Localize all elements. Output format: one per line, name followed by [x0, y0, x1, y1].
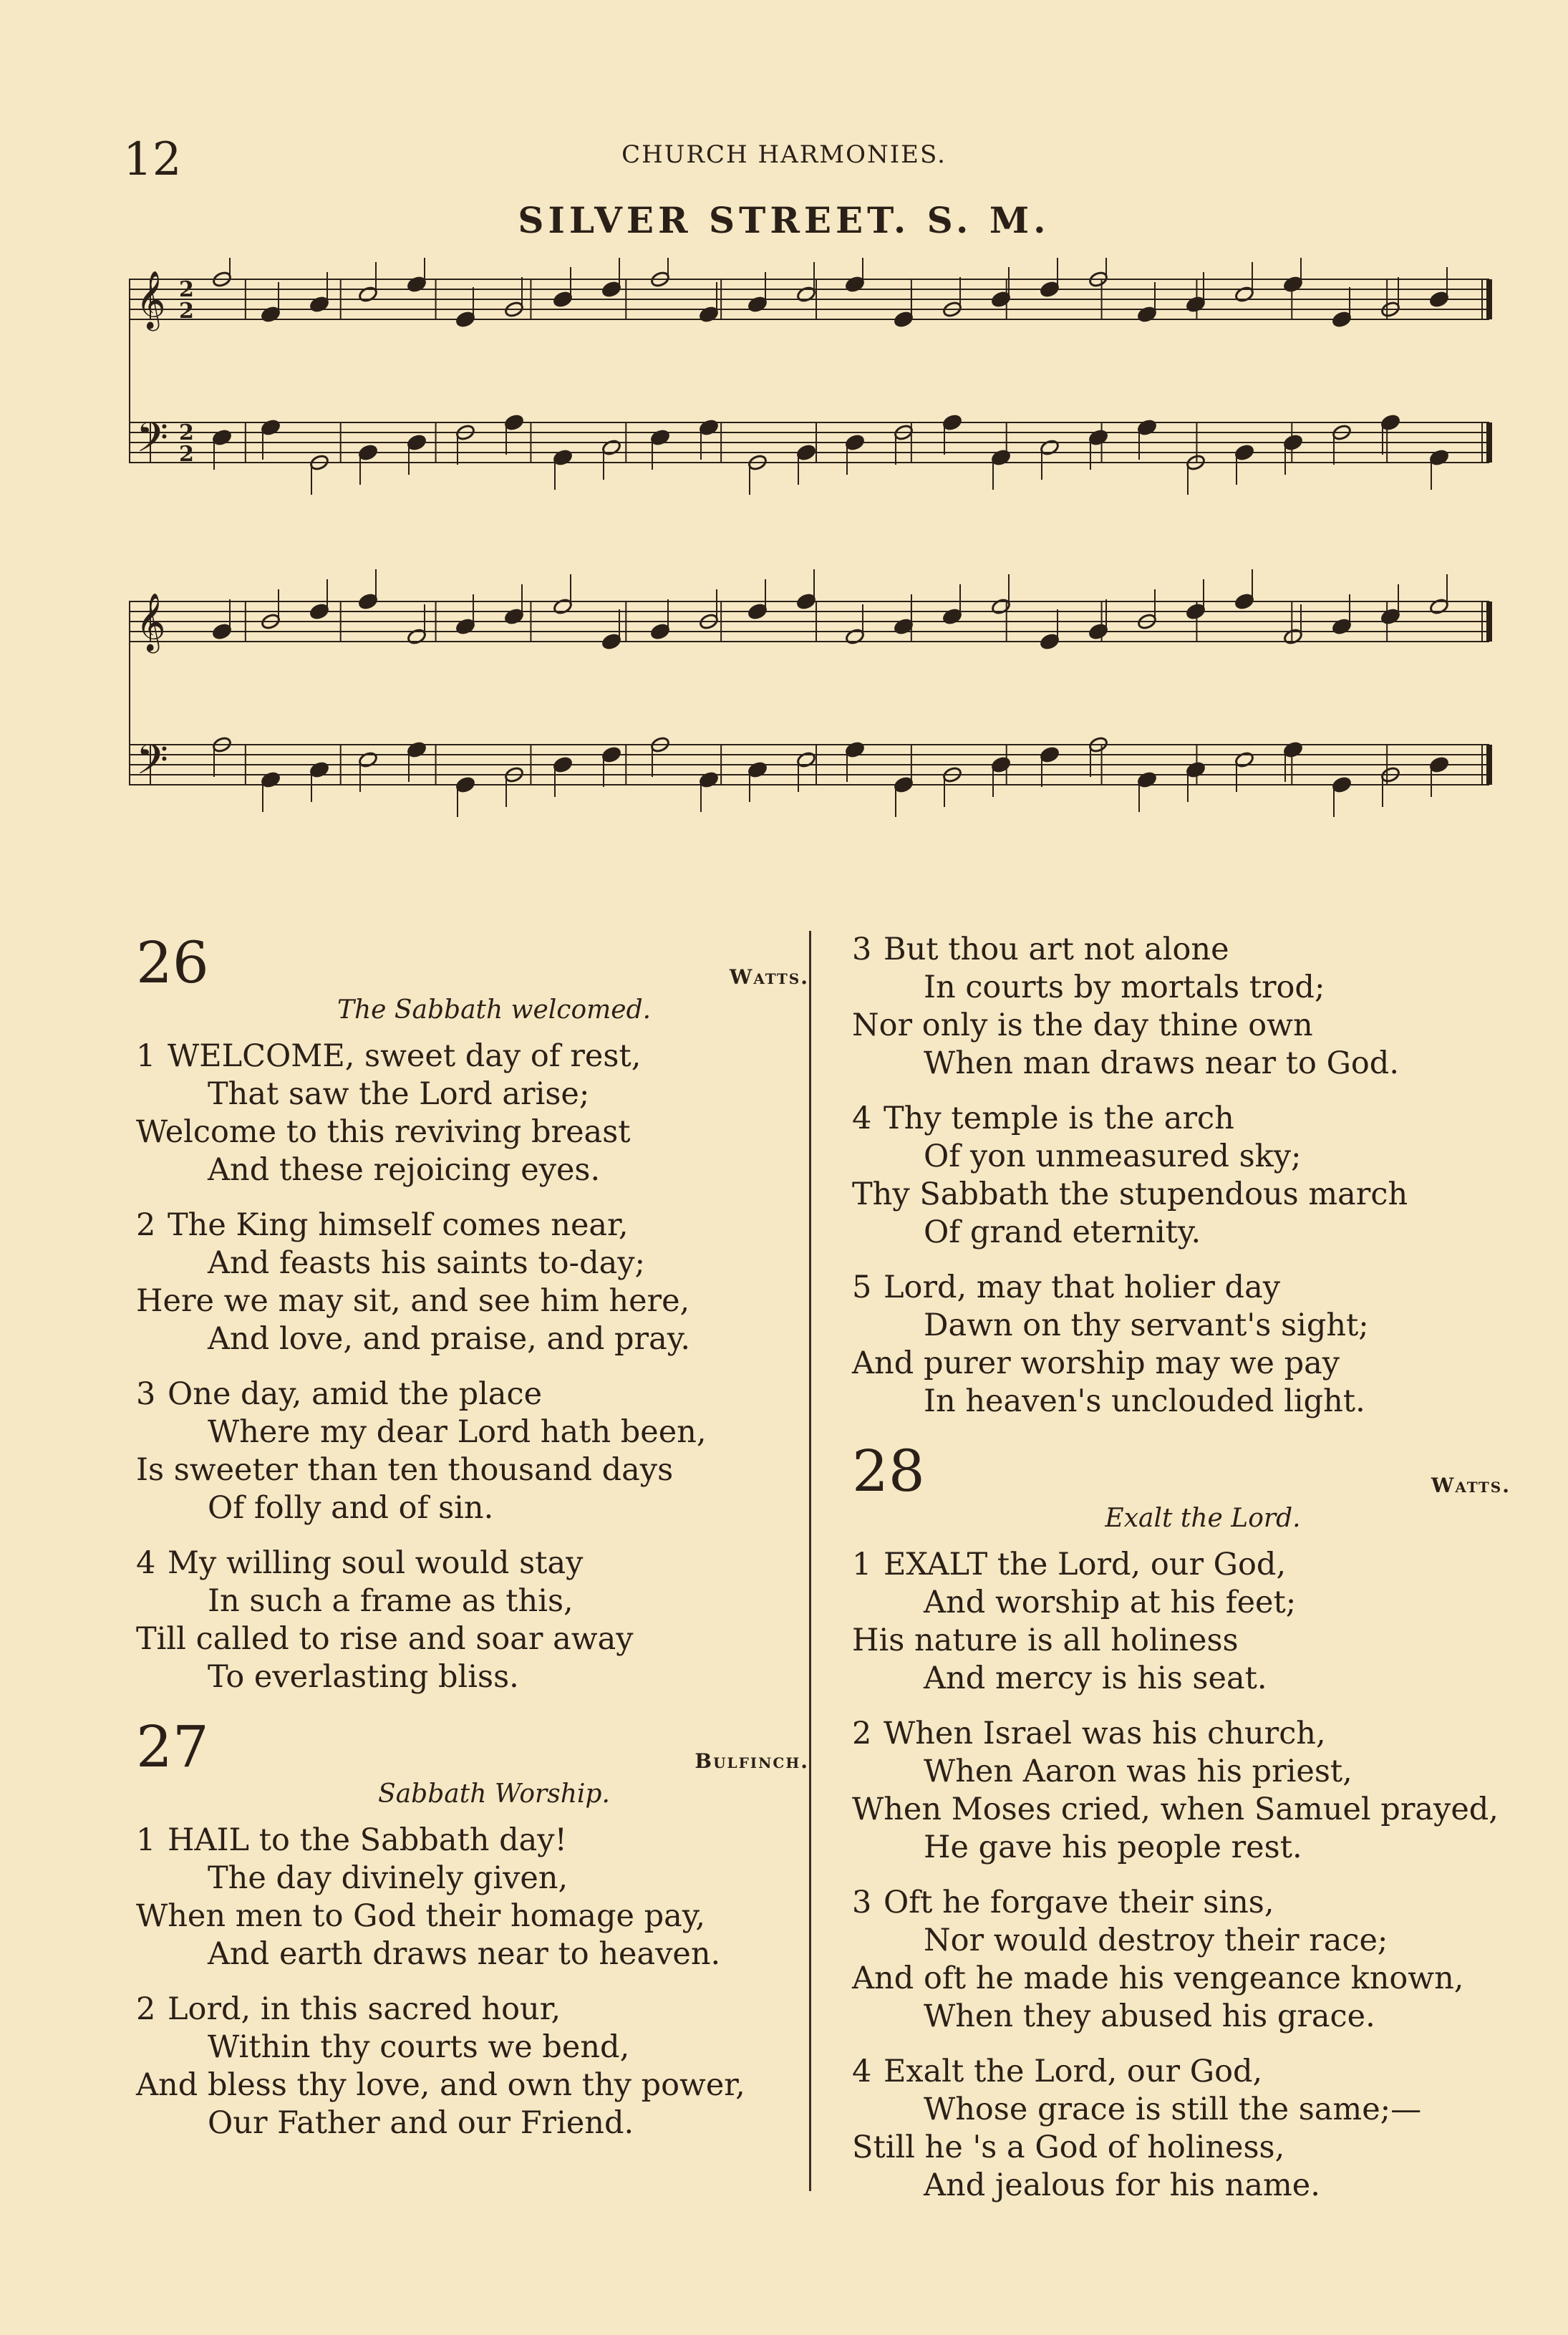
page-number: 12 — [123, 133, 182, 186]
verse-text: When they abused his grace. — [924, 1998, 1375, 2034]
verse-line — [136, 2104, 809, 2142]
note-head — [407, 628, 427, 646]
hymn-subtitle: Sabbath Worship. — [378, 1779, 610, 1809]
note-head — [1380, 608, 1401, 626]
verse-line — [852, 2167, 1511, 2205]
note-head — [358, 286, 379, 304]
note-head — [1234, 444, 1255, 462]
verse-line — [136, 1860, 809, 1898]
note-head — [309, 296, 330, 314]
note-head — [845, 276, 866, 294]
verse-line — [136, 1658, 809, 1696]
note-head — [1283, 434, 1304, 452]
stanza-number: 4 — [852, 2054, 872, 2089]
verse-text: Within thy courts we bend, — [208, 2029, 630, 2065]
hymn-number: 26 — [136, 929, 209, 996]
verse-text: Whose grace is still the same;— — [924, 2092, 1422, 2127]
verse-text: Nor only is the day thine own — [852, 1007, 1313, 1043]
bass-clef-icon: 𝄢 — [136, 413, 169, 472]
note-head — [261, 419, 281, 437]
note-head — [991, 756, 1012, 774]
note-head — [601, 633, 622, 651]
note-head — [942, 414, 963, 432]
verse-line — [852, 1546, 1511, 1584]
tune-title: SILVER STREET. S. M. — [518, 199, 1050, 241]
verse-text: He gave his people rest. — [924, 1829, 1302, 1865]
note-head — [407, 741, 427, 759]
stanza-number: 5 — [852, 1270, 872, 1305]
note-head — [1283, 276, 1304, 294]
stanza — [852, 1100, 1511, 1252]
stanza — [136, 1038, 809, 1189]
hymn-subtitle: The Sabbath welcomed. — [337, 995, 652, 1025]
verse-text: Of grand eternity. — [924, 1214, 1201, 1250]
note-head — [1332, 311, 1352, 329]
stanza — [136, 1207, 809, 1358]
verse-line — [136, 1620, 809, 1658]
verse-text: Thy Sabbath the stupendous march — [852, 1176, 1408, 1212]
stanza-number: 1 — [852, 1547, 872, 1582]
verse-text: And earth draws near to heaven. — [208, 1936, 721, 1972]
stanza — [136, 1822, 809, 1973]
stanza-number: 3 — [136, 1376, 156, 1412]
note-head — [747, 296, 768, 314]
note-head — [358, 751, 379, 769]
verse-line — [852, 1383, 1511, 1421]
verse-line — [136, 1113, 809, 1151]
verse-line — [852, 1660, 1511, 1698]
note-head — [309, 761, 330, 779]
verse-text: EXALT the Lord, our God, — [884, 1547, 1287, 1582]
note-head — [553, 598, 574, 616]
note-head — [1283, 741, 1304, 759]
note-head — [1234, 751, 1255, 769]
verse-line — [852, 1269, 1511, 1307]
note-head — [1429, 756, 1450, 774]
verse-text: When men to God their homage pay, — [136, 1898, 705, 1934]
note-head — [1234, 593, 1255, 611]
verse-line — [852, 1884, 1511, 1922]
verse-line — [852, 2053, 1511, 2091]
verse-line — [852, 1100, 1511, 1138]
verse-text: Till called to rise and soar away — [136, 1621, 634, 1657]
stanza-number: 2 — [136, 1991, 156, 2027]
verse-line — [852, 1307, 1511, 1345]
note-head — [1137, 771, 1158, 789]
left-column — [136, 931, 809, 2161]
verse-text: Is sweeter than ten thousand days — [136, 1452, 674, 1488]
stanza — [136, 1991, 809, 2142]
verse-text: My willing soul would stay — [168, 1545, 584, 1581]
hymn-28 — [852, 1439, 1511, 2205]
verse-line — [136, 1822, 809, 1860]
verse-line — [136, 1544, 809, 1582]
note-head — [309, 603, 330, 621]
note-head — [358, 444, 379, 462]
note-head — [407, 434, 427, 452]
stanza — [852, 931, 1511, 1083]
verse-text: Our Father and our Friend. — [208, 2105, 634, 2141]
time-signature-bottom: 2 — [179, 442, 194, 467]
verse-text: The day divinely given, — [208, 1860, 568, 1896]
verse-line — [852, 1960, 1511, 1998]
note-head — [1186, 761, 1206, 779]
final-bar — [1486, 745, 1492, 785]
verse-text: Dawn on thy servant's sight; — [924, 1307, 1369, 1343]
note-head — [1137, 306, 1158, 324]
note-head — [796, 444, 817, 462]
note-head — [455, 618, 476, 636]
note-head — [1332, 776, 1352, 794]
note-head — [553, 449, 574, 467]
verse-text: Still he 's a God of holiness, — [852, 2129, 1285, 2165]
verse-line — [136, 1282, 809, 1320]
verse-line — [852, 1998, 1511, 2036]
verse-line — [852, 2091, 1511, 2129]
note-head — [991, 291, 1012, 309]
note-head — [358, 593, 379, 611]
stanza-number: 2 — [136, 1207, 156, 1243]
verse-line — [852, 1345, 1511, 1383]
note-head — [796, 751, 817, 769]
verse-line — [136, 1582, 809, 1620]
time-signature-bottom: 2 — [179, 299, 194, 324]
verse-line — [852, 969, 1511, 1007]
time-signature-top: 2 — [179, 277, 194, 302]
note-head — [845, 628, 866, 646]
verse-text: Here we may sit, and see him here, — [136, 1283, 690, 1319]
hymn-27 — [136, 1715, 809, 2142]
final-bar — [1486, 279, 1492, 319]
verse-line — [136, 1207, 809, 1244]
stanza — [852, 2053, 1511, 2205]
verse-text: One day, amid the place — [168, 1376, 543, 1412]
verse-line — [136, 1898, 809, 1935]
final-bar — [1486, 601, 1492, 642]
verse-text: When Aaron was his priest, — [924, 1754, 1352, 1789]
verse-line — [136, 1991, 809, 2029]
hymn-author: Watts. — [729, 965, 809, 989]
note-head — [1088, 429, 1109, 447]
note-head — [1234, 286, 1255, 304]
note-head — [1332, 618, 1352, 636]
verse-text: In courts by mortals trod; — [924, 970, 1325, 1005]
verse-line — [852, 1045, 1511, 1083]
note-head — [845, 434, 866, 452]
verse-line — [852, 1007, 1511, 1045]
note-head — [553, 756, 574, 774]
note-head — [1040, 633, 1060, 651]
verse-line — [852, 931, 1511, 969]
stanza — [852, 1715, 1511, 1867]
stanza — [852, 1269, 1511, 1421]
note-head — [699, 306, 720, 324]
stanza — [136, 1544, 809, 1696]
note-head — [261, 771, 281, 789]
hymn-27 — [852, 931, 1511, 1421]
stanza-number: 1 — [136, 1038, 156, 1074]
verse-line — [136, 1320, 809, 1358]
note-head — [1380, 414, 1401, 432]
hymn-26 — [136, 931, 809, 1696]
note-head — [1040, 439, 1060, 457]
hymn-subtitle: Exalt the Lord. — [1105, 1504, 1301, 1533]
note-head — [747, 603, 768, 621]
note-head — [650, 623, 671, 641]
verse-text: Exalt the Lord, our God, — [884, 2054, 1263, 2089]
verse-text: And mercy is his seat. — [924, 1660, 1267, 1696]
verse-text: And love, and praise, and pray. — [208, 1321, 690, 1357]
hymn-author: Bulfinch. — [695, 1749, 809, 1773]
note-head — [991, 598, 1012, 616]
note-head — [1283, 628, 1304, 646]
bass-clef-icon: 𝄢 — [136, 735, 169, 794]
note-head — [504, 414, 525, 432]
hymn-author: Watts. — [1431, 1474, 1511, 1497]
verse-line — [136, 1489, 809, 1527]
note-head — [747, 761, 768, 779]
verse-line — [852, 1715, 1511, 1753]
note-head — [407, 276, 427, 294]
note-head — [601, 746, 622, 764]
note-head — [991, 449, 1012, 467]
verse-text: And feasts his saints to-day; — [208, 1245, 646, 1281]
note-head — [796, 286, 817, 304]
verse-line — [852, 1791, 1511, 1829]
note-head — [455, 776, 476, 794]
note-head — [1088, 623, 1109, 641]
note-head — [699, 771, 720, 789]
verse-text: And purer worship may we pay — [852, 1345, 1340, 1381]
verse-text: His nature is all holiness — [852, 1623, 1239, 1658]
note-head — [553, 291, 574, 309]
verse-line — [136, 2066, 809, 2104]
note-head — [1137, 419, 1158, 437]
stanza-number: 3 — [852, 932, 872, 967]
note-head — [212, 429, 233, 447]
treble-clef-icon: 𝄞 — [136, 592, 166, 651]
right-column — [852, 931, 1511, 2223]
note-head — [601, 281, 622, 299]
note-head — [650, 429, 671, 447]
verse-text: In heaven's unclouded light. — [924, 1383, 1365, 1419]
stanza — [852, 1546, 1511, 1698]
verse-line — [852, 2129, 1511, 2167]
verse-text: WELCOME, sweet day of rest, — [168, 1038, 642, 1074]
stanza-number: 4 — [852, 1101, 872, 1136]
verse-text: Lord, may that holier day — [884, 1270, 1281, 1305]
stanza-number: 1 — [136, 1822, 156, 1858]
note-head — [1429, 291, 1450, 309]
verse-text: In such a frame as this, — [208, 1583, 574, 1619]
treble-clef-icon: 𝄞 — [136, 270, 166, 329]
verse-text: Where my dear Lord hath been, — [208, 1414, 707, 1450]
verse-text: HAIL to the Sabbath day! — [168, 1822, 567, 1858]
note-head — [212, 623, 233, 641]
note-head — [261, 306, 281, 324]
note-head — [1040, 281, 1060, 299]
verse-text: When Moses cried, when Samuel prayed, — [852, 1792, 1499, 1827]
verse-text: Of folly and of sin. — [208, 1490, 494, 1526]
verse-line — [136, 1038, 809, 1075]
verse-text: And oft he made his vengeance known, — [852, 1961, 1464, 1996]
note-head — [1040, 746, 1060, 764]
verse-text: To everlasting bliss. — [208, 1659, 519, 1695]
verse-text: The King himself comes near, — [168, 1207, 629, 1243]
running-head: CHURCH HARMONIES. — [621, 140, 947, 169]
verse-line — [136, 1935, 809, 1973]
verse-line — [136, 1075, 809, 1113]
verse-text: Nor would destroy their race; — [924, 1923, 1388, 1958]
verse-text: Lord, in this sacred hour, — [168, 1991, 561, 2027]
verse-line — [136, 1451, 809, 1489]
verse-line — [852, 1622, 1511, 1660]
verse-text: But thou art not alone — [884, 932, 1229, 967]
verse-text: Of yon unmeasured sky; — [924, 1139, 1302, 1174]
music-score — [129, 258, 1504, 888]
stanza-number: 3 — [852, 1885, 872, 1920]
note-head — [1429, 449, 1450, 467]
note-head — [601, 439, 622, 457]
verse-line — [852, 1753, 1511, 1791]
hymn-number: 28 — [852, 1438, 925, 1504]
hymn-number: 27 — [136, 1713, 209, 1780]
verse-line — [852, 1138, 1511, 1176]
verse-line — [136, 1376, 809, 1413]
verse-text: And jealous for his name. — [924, 2167, 1320, 2203]
note-head — [1186, 603, 1206, 621]
stanza — [136, 1376, 809, 1527]
verse-line — [852, 1584, 1511, 1622]
note-head — [504, 608, 525, 626]
verse-text: Oft he forgave their sins, — [884, 1885, 1274, 1920]
verse-line — [852, 1829, 1511, 1867]
stanza-number: 2 — [852, 1716, 872, 1751]
note-head — [796, 593, 817, 611]
column-divider — [809, 931, 811, 2191]
note-head — [942, 608, 963, 626]
time-signature-top: 2 — [179, 420, 194, 445]
note-head — [845, 741, 866, 759]
verse-line — [852, 1176, 1511, 1214]
stanza — [852, 1884, 1511, 2036]
verse-text: Thy temple is the arch — [884, 1101, 1234, 1136]
note-head — [455, 311, 476, 329]
verse-line — [852, 1214, 1511, 1252]
note-head — [1429, 598, 1450, 616]
verse-text: When Israel was his church, — [884, 1716, 1326, 1751]
stanza-number: 4 — [136, 1545, 156, 1581]
final-bar — [1486, 422, 1492, 463]
note-head — [699, 419, 720, 437]
verse-line — [136, 1151, 809, 1189]
verse-text: Welcome to this reviving breast — [136, 1114, 631, 1150]
verse-text: And worship at his feet; — [924, 1585, 1297, 1620]
verse-text: And bless thy love, and own thy power, — [136, 2067, 745, 2103]
verse-line — [136, 1413, 809, 1451]
verse-line — [852, 1922, 1511, 1960]
verse-line — [136, 1244, 809, 1282]
verse-text: When man draws near to God. — [924, 1045, 1400, 1081]
note-head — [1186, 296, 1206, 314]
verse-text: That saw the Lord arise; — [208, 1076, 590, 1112]
verse-text: And these rejoicing eyes. — [208, 1152, 601, 1188]
verse-line — [136, 2029, 809, 2066]
